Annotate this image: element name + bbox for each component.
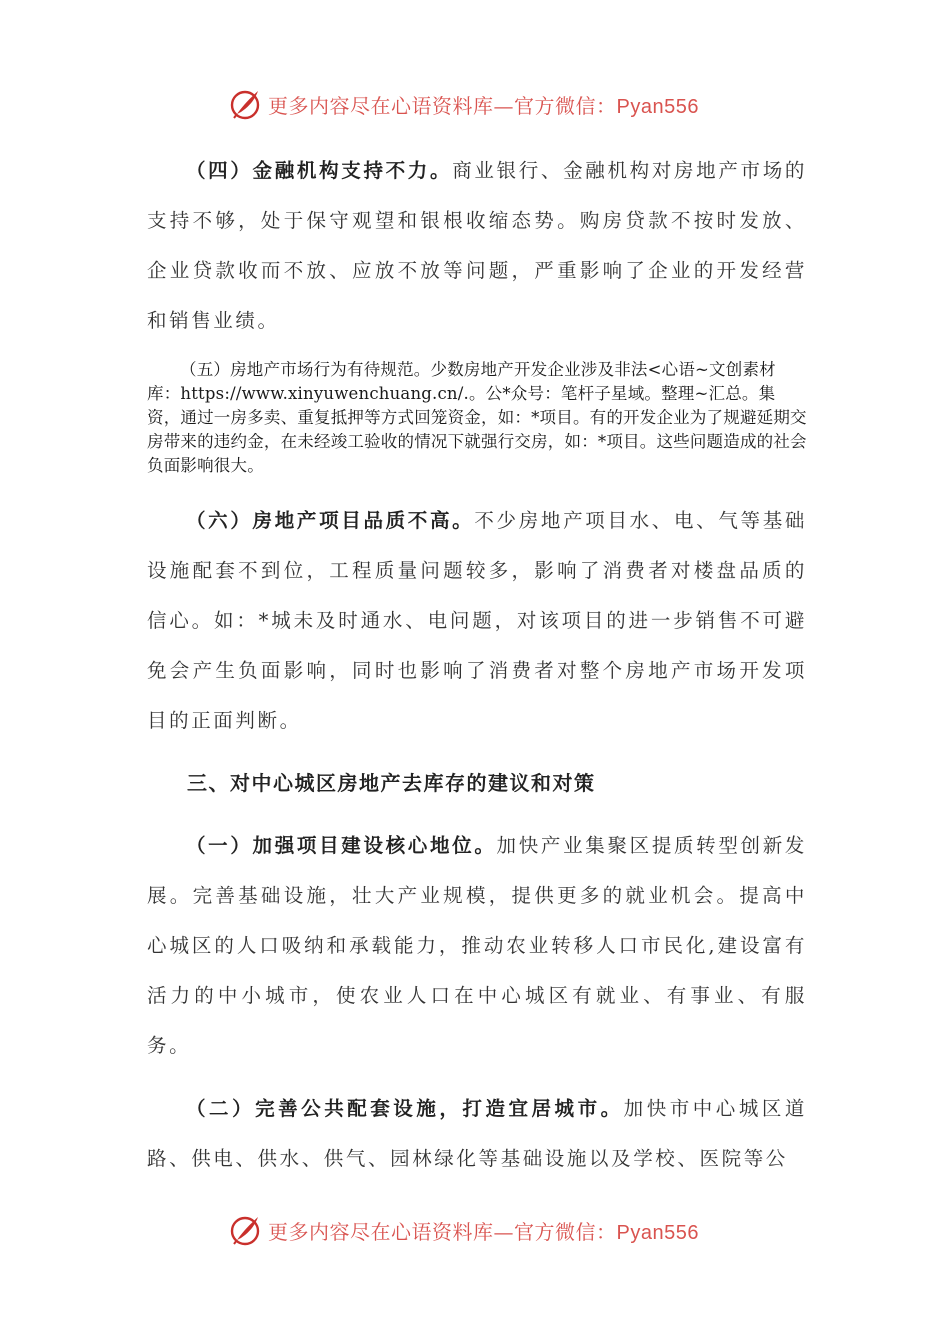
banner-text: 更多内容尽在心语资料库—官方微信：Pyan556 <box>268 1219 699 1244</box>
suggestion-1-body: 加快产业集聚区提质转型创新发展。完善基础设施，壮大产业规模，提供更多的就业机会。提高中心城区的人口吸纳和承载能力，推动农业转移人口市民化,建设富有活力的中小城市，使农业人口在中心城区有就业、有事业、有服务。 <box>147 834 808 1057</box>
section-6-body: 不少房地产项目水、电、气等基础设施配套不到位，工程质量问题较多，影响了消费者对楼盘品质的信心。如：*城未及时通水、电问题，对该项目的进一步销售不可避免会产生负面影响，同时也影响了消费者对整个房地产市场开发项目的正面判断。 <box>147 509 807 732</box>
quill-logo-icon <box>228 1213 262 1247</box>
banner-text: 更多内容尽在心语资料库—官方微信：Pyan556 <box>268 93 699 118</box>
suggestion-2-body: 加快市中心城区道路、供电、供水、供气、园林绿化等基础设施以及学校、医院等公 <box>147 1097 807 1170</box>
suggestion-2-paragraph <box>147 1084 807 1184</box>
section-4-body: 商业银行、金融机构对房地产市场的支持不够，处于保守观望和银根收缩态势。购房贷款不按时发放、企业贷款收而不放、应放不放等问题，严重影响了企业的开发经营和销售业绩。 <box>147 159 808 332</box>
chapter-3-heading: 三、对中心城区房地产去库存的建议和对策 <box>187 771 596 795</box>
suggestion-2-title: （二）完善公共配套设施，打造宜居城市。 <box>186 1097 624 1120</box>
section-4-paragraph <box>147 146 807 346</box>
suggestion-1-paragraph <box>147 821 807 1071</box>
section-5-paragraph: （五）房地产市场行为有待规范。少数房地产开发企业涉及非法<心语~文创素材库：https://www.xinyuwenchuang.cn/.。公*众号：笔杆子星域。整理~汇总。集资，通过一房多卖、重复抵押等方式回笼资金，如：*项目。有的开发企业为了规避延期交房带来的违约金，在未经竣工验收的情况下就强行交房，如：*项目。这些问题造成的社会负面影响很大。 <box>147 360 807 475</box>
wechat-id: Pyan556 <box>616 95 699 118</box>
section-4-title: （四）金融机构支持不力。 <box>186 159 453 182</box>
footer-banner <box>228 1212 699 1248</box>
suggestion-1-title: （一）加强项目建设核心地位。 <box>186 834 497 857</box>
wechat-id: Pyan556 <box>616 1221 699 1244</box>
section-6-title: （六）房地产项目品质不高。 <box>186 509 475 532</box>
quill-logo-icon <box>228 87 262 121</box>
header-banner <box>228 86 699 122</box>
section-6-paragraph <box>147 496 807 746</box>
